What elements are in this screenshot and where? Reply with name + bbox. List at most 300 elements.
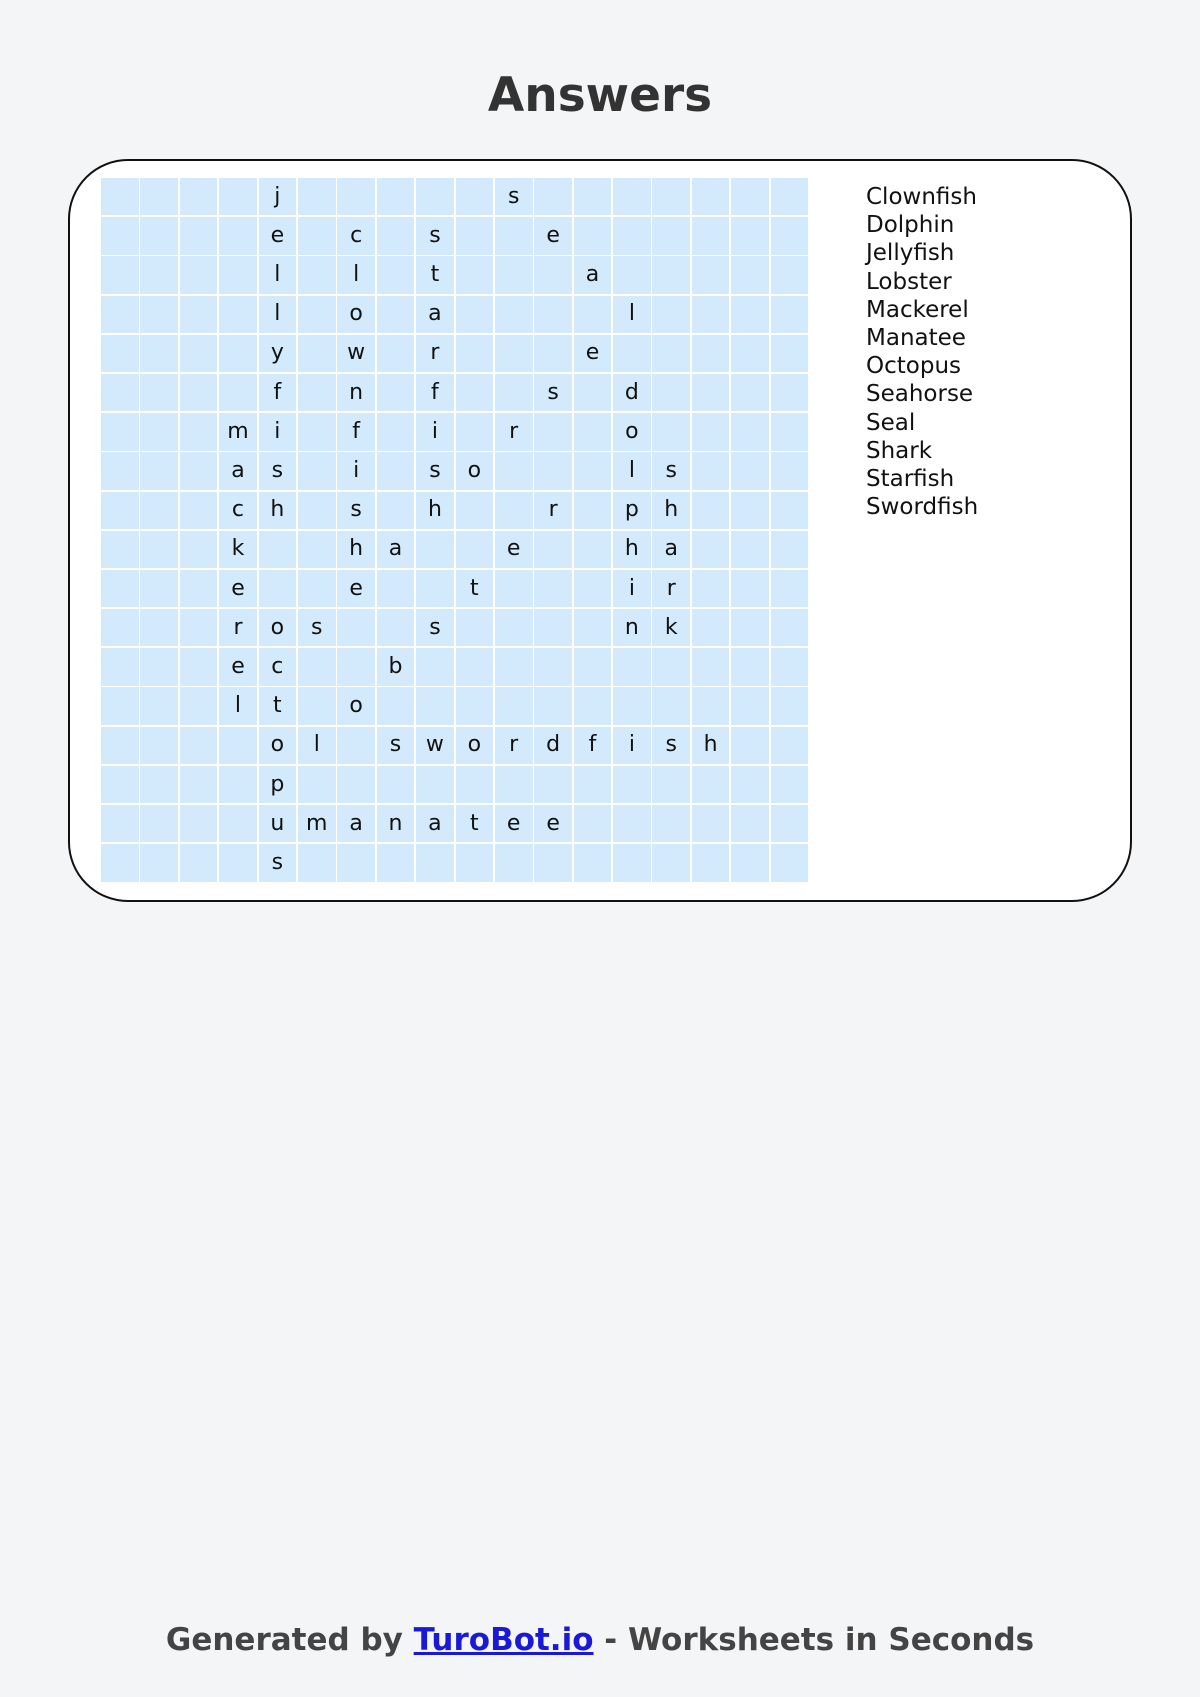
grid-cell (416, 766, 454, 803)
grid-cell (101, 570, 139, 607)
grid-cell (180, 374, 218, 411)
grid-cell (377, 413, 415, 450)
grid-cell (652, 531, 690, 568)
grid-cell (692, 609, 730, 646)
word-list-item: Swordfish (866, 494, 979, 521)
grid-cell (298, 492, 336, 529)
grid-cell (101, 648, 139, 685)
grid-cell (101, 687, 139, 724)
grid-cell (613, 335, 651, 372)
grid-cell (180, 766, 218, 803)
grid-cell (219, 531, 257, 568)
grid-cell (337, 413, 375, 450)
grid-letter: h (624, 536, 639, 562)
grid-letter: r (233, 614, 243, 640)
grid-cell (101, 256, 139, 293)
grid-cell (416, 178, 454, 215)
grid-cell (259, 844, 297, 881)
grid-cell (534, 648, 572, 685)
grid-cell (259, 452, 297, 489)
grid-cell (337, 609, 375, 646)
grid-cell (574, 296, 612, 333)
grid-cell (259, 766, 297, 803)
grid-cell (495, 492, 533, 529)
grid-cell (298, 570, 336, 607)
word-list-item: Jellyfish (866, 240, 955, 267)
grid-cell (456, 296, 494, 333)
grid-cell (771, 178, 809, 215)
grid-cell (652, 296, 690, 333)
grid-letter: r (509, 732, 519, 758)
grid-cell (140, 374, 178, 411)
grid-letter: s (547, 379, 559, 405)
grid-letter: h (349, 536, 364, 562)
word-list-item: Mackerel (866, 296, 969, 323)
grid-cell (377, 217, 415, 254)
grid-cell (101, 844, 139, 881)
grid-cell (377, 531, 415, 568)
grid-cell (180, 492, 218, 529)
grid-cell (298, 727, 336, 764)
grid-cell (416, 492, 454, 529)
grid-cell (180, 844, 218, 881)
grid-cell (101, 492, 139, 529)
word-list-item: Seahorse (866, 381, 974, 408)
grid-cell (771, 413, 809, 450)
grid-cell (652, 727, 690, 764)
grid-cell (771, 374, 809, 411)
grid-letter: c (271, 653, 284, 679)
grid-letter: i (353, 458, 360, 483)
grid-letter: e (585, 340, 600, 366)
grid-cell (456, 648, 494, 685)
grid-letter: d (624, 379, 639, 405)
grid-cell (495, 217, 533, 254)
grid-letter: f (588, 732, 597, 758)
grid-cell (101, 374, 139, 411)
grid-cell (298, 609, 336, 646)
grid-cell (377, 727, 415, 764)
grid-cell (495, 648, 533, 685)
grid-cell (652, 687, 690, 724)
grid-cell (574, 335, 612, 372)
grid-cell (771, 844, 809, 881)
grid-cell (101, 805, 139, 842)
grid-cell (692, 687, 730, 724)
grid-letter: n (624, 614, 639, 640)
grid-cell (416, 413, 454, 450)
grid-cell (456, 492, 494, 529)
grid-cell (140, 570, 178, 607)
grid-cell (456, 374, 494, 411)
grid-cell (495, 531, 533, 568)
grid-cell (692, 766, 730, 803)
turobot-link[interactable]: TuroBot.io (413, 1622, 594, 1658)
grid-cell (337, 492, 375, 529)
grid-cell (298, 178, 336, 215)
grid-cell (574, 766, 612, 803)
grid-cell (416, 335, 454, 372)
grid-cell (101, 766, 139, 803)
grid-cell (219, 609, 257, 646)
grid-cell (495, 844, 533, 881)
grid-cell (652, 335, 690, 372)
grid-cell (259, 178, 297, 215)
grid-cell (337, 452, 375, 489)
grid-cell (416, 570, 454, 607)
grid-letter: u (270, 810, 285, 836)
grid-letter: i (274, 418, 281, 444)
grid-letter: s (665, 732, 677, 758)
grid-cell (534, 178, 572, 215)
grid-letter: e (231, 653, 245, 679)
grid-cell (219, 492, 257, 529)
grid-cell (613, 452, 651, 489)
grid-cell (180, 178, 218, 215)
grid-cell (771, 648, 809, 685)
grid-cell (613, 648, 651, 685)
grid-cell (495, 256, 533, 293)
grid-cell (337, 727, 375, 764)
grid-cell (534, 296, 572, 333)
grid-cell (140, 178, 178, 215)
grid-cell (101, 335, 139, 372)
grid-cell (377, 648, 415, 685)
grid-letter: a (664, 536, 678, 562)
grid-cell (731, 766, 769, 803)
grid-letter: o (625, 418, 639, 444)
grid-cell (180, 570, 218, 607)
grid-cell (613, 256, 651, 293)
grid-cell (652, 766, 690, 803)
grid-letter: a (349, 810, 363, 836)
grid-cell (259, 492, 297, 529)
grid-cell (416, 727, 454, 764)
grid-cell (731, 374, 769, 411)
grid-cell (337, 178, 375, 215)
grid-cell (337, 766, 375, 803)
grid-cell (771, 766, 809, 803)
grid-cell (377, 492, 415, 529)
grid-cell (140, 648, 178, 685)
grid-cell (771, 256, 809, 293)
grid-cell (140, 256, 178, 293)
grid-cell (377, 844, 415, 881)
footer (0, 1620, 1200, 1660)
grid-letter: s (389, 732, 402, 758)
grid-cell (219, 178, 257, 215)
grid-cell (534, 413, 572, 450)
grid-cell (259, 335, 297, 372)
grid-cell (456, 609, 494, 646)
grid-letter: e (546, 810, 560, 836)
grid-letter: h (270, 497, 285, 523)
grid-cell (771, 492, 809, 529)
grid-letter: o (270, 614, 285, 640)
grid-cell (259, 609, 297, 646)
grid-cell (416, 256, 454, 293)
grid-cell (259, 256, 297, 293)
word-list (866, 183, 978, 521)
grid-cell (337, 374, 375, 411)
grid-cell (613, 766, 651, 803)
grid-letter: f (352, 418, 361, 444)
grid-cell (456, 531, 494, 568)
grid-cell (140, 413, 178, 450)
grid-cell (771, 335, 809, 372)
grid-cell (180, 531, 218, 568)
grid-letter: r (509, 418, 519, 444)
grid-cell (495, 296, 533, 333)
grid-letter: m (306, 810, 328, 836)
grid-cell (259, 296, 297, 333)
grid-cell (574, 609, 612, 646)
grid-cell (692, 413, 730, 450)
grid-cell (259, 570, 297, 607)
grid-cell (219, 256, 257, 293)
grid-cell (652, 844, 690, 881)
grid-cell (337, 648, 375, 685)
grid-cell (692, 844, 730, 881)
grid-letter: w (347, 340, 366, 366)
grid-cell (771, 452, 809, 489)
grid-cell (101, 217, 139, 254)
grid-cell (337, 844, 375, 881)
grid-letter: e (506, 536, 521, 562)
grid-cell (219, 452, 257, 489)
grid-cell (495, 609, 533, 646)
grid-letter: s (429, 614, 441, 640)
grid-cell (456, 766, 494, 803)
grid-cell (771, 296, 809, 333)
grid-cell (337, 296, 375, 333)
grid-cell (298, 217, 336, 254)
grid-cell (495, 687, 533, 724)
grid-letter: o (349, 693, 363, 719)
grid-cell (101, 727, 139, 764)
grid-cell (574, 413, 612, 450)
grid-cell (731, 570, 769, 607)
grid-letter: n (388, 810, 403, 836)
grid-cell (692, 374, 730, 411)
grid-cell (140, 609, 178, 646)
word-list-item: Shark (866, 437, 933, 464)
grid-cell (495, 452, 533, 489)
grid-cell (101, 296, 139, 333)
grid-cell (219, 570, 257, 607)
grid-cell (574, 217, 612, 254)
grid-letter: a (428, 810, 442, 836)
grid-cell (377, 570, 415, 607)
grid-cell (259, 805, 297, 842)
grid-cell (377, 452, 415, 489)
grid-cell (337, 217, 375, 254)
grid-cell (731, 335, 769, 372)
grid-cell (613, 217, 651, 254)
grid-cell (219, 687, 257, 724)
grid-cell (416, 609, 454, 646)
grid-cell (771, 570, 809, 607)
grid-cell (534, 374, 572, 411)
grid-cell (219, 217, 257, 254)
grid-cell (298, 766, 336, 803)
grid-cell (495, 766, 533, 803)
grid-cell (613, 374, 651, 411)
grid-letter: a (388, 536, 403, 562)
grid-cell (298, 687, 336, 724)
grid-cell (180, 687, 218, 724)
grid-letter: c (350, 222, 363, 248)
grid-cell (259, 687, 297, 724)
grid-cell (613, 296, 651, 333)
grid-letter: o (467, 732, 482, 758)
grid-cell (259, 648, 297, 685)
grid-cell (456, 805, 494, 842)
grid-cell (613, 727, 651, 764)
grid-cell (652, 217, 690, 254)
grid-cell (731, 609, 769, 646)
grid-cell (574, 687, 612, 724)
grid-cell (534, 570, 572, 607)
grid-cell (456, 727, 494, 764)
grid-cell (652, 256, 690, 293)
grid-letter: a (428, 301, 442, 327)
grid-cell (574, 256, 612, 293)
grid-letter: t (273, 693, 282, 719)
grid-cell (140, 766, 178, 803)
grid-cell (652, 452, 690, 489)
grid-cell (298, 844, 336, 881)
grid-cell (416, 217, 454, 254)
word-list-item: Seal (866, 409, 916, 436)
grid-cell (771, 531, 809, 568)
grid-letter: d (546, 732, 561, 758)
grid-letter: h (427, 497, 442, 523)
grid-cell (495, 374, 533, 411)
word-list-item: Octopus (866, 353, 961, 380)
grid-cell (298, 335, 336, 372)
grid-cell (456, 570, 494, 607)
grid-cell (298, 374, 336, 411)
grid-cell (298, 296, 336, 333)
grid-cell (180, 217, 218, 254)
grid-cell (456, 452, 494, 489)
grid-cell (180, 805, 218, 842)
grid-cell (219, 727, 257, 764)
grid-letter: e (546, 222, 560, 248)
grid-letter: h (664, 497, 679, 523)
grid-cell (377, 687, 415, 724)
grid-cell (495, 805, 533, 842)
grid-cell (416, 844, 454, 881)
grid-cell (731, 296, 769, 333)
grid-cell (731, 217, 769, 254)
grid-cell (613, 413, 651, 450)
grid-cell (771, 217, 809, 254)
grid-letter: y (270, 340, 284, 366)
grid-cell (337, 531, 375, 568)
grid-cell (613, 178, 651, 215)
grid-cell (731, 648, 769, 685)
grid-letter: l (313, 732, 320, 758)
grid-cell (377, 609, 415, 646)
grid-cell (416, 687, 454, 724)
grid-cell (771, 805, 809, 842)
grid-cell (180, 256, 218, 293)
grid-cell (140, 217, 178, 254)
grid-cell (416, 648, 454, 685)
grid-cell (180, 335, 218, 372)
grid-cell (416, 296, 454, 333)
grid-cell (692, 648, 730, 685)
grid-letter: t (469, 575, 479, 601)
grid-cell (731, 531, 769, 568)
word-list-item: Manatee (866, 325, 966, 352)
grid-cell (731, 844, 769, 881)
grid-cell (771, 609, 809, 646)
grid-cell (298, 531, 336, 568)
grid-cell (180, 609, 218, 646)
grid-letter: t (469, 810, 479, 836)
grid-cell (534, 335, 572, 372)
grid-letter: w (425, 732, 444, 758)
grid-letter: h (703, 732, 718, 758)
grid-letter: s (311, 614, 323, 640)
grid-cell (692, 531, 730, 568)
grid-letter: r (430, 340, 440, 366)
grid-letter: f (273, 379, 282, 405)
word-list-item: Starfish (866, 466, 955, 493)
grid-cell (652, 413, 690, 450)
page-title: Answers (487, 68, 713, 123)
grid-cell (219, 413, 257, 450)
grid-cell (219, 335, 257, 372)
grid-cell (259, 413, 297, 450)
grid-letter: e (231, 575, 245, 601)
grid-cell (456, 256, 494, 293)
grid-cell (180, 413, 218, 450)
grid-letter: l (628, 301, 635, 327)
grid-cell (140, 531, 178, 568)
grid-cell (574, 570, 612, 607)
grid-cell (613, 805, 651, 842)
grid-cell (652, 570, 690, 607)
grid-cell (377, 335, 415, 372)
grid-cell (692, 492, 730, 529)
grid-letter: i (431, 418, 438, 444)
grid-cell (219, 844, 257, 881)
grid-cell (337, 335, 375, 372)
grid-cell (692, 727, 730, 764)
grid-letter: o (349, 301, 363, 327)
grid-cell (219, 296, 257, 333)
grid-cell (456, 217, 494, 254)
grid-cell (692, 296, 730, 333)
grid-cell (101, 452, 139, 489)
grid-cell (180, 452, 218, 489)
word-list-item: Clownfish (866, 184, 977, 210)
grid-letter: s (429, 222, 441, 248)
grid-cell (574, 727, 612, 764)
grid-cell (534, 805, 572, 842)
grid-cell (692, 335, 730, 372)
grid-cell (495, 727, 533, 764)
grid-cell (456, 844, 494, 881)
grid-cell (495, 570, 533, 607)
grid-cell (692, 452, 730, 489)
grid-cell (377, 374, 415, 411)
grid-cell (574, 805, 612, 842)
